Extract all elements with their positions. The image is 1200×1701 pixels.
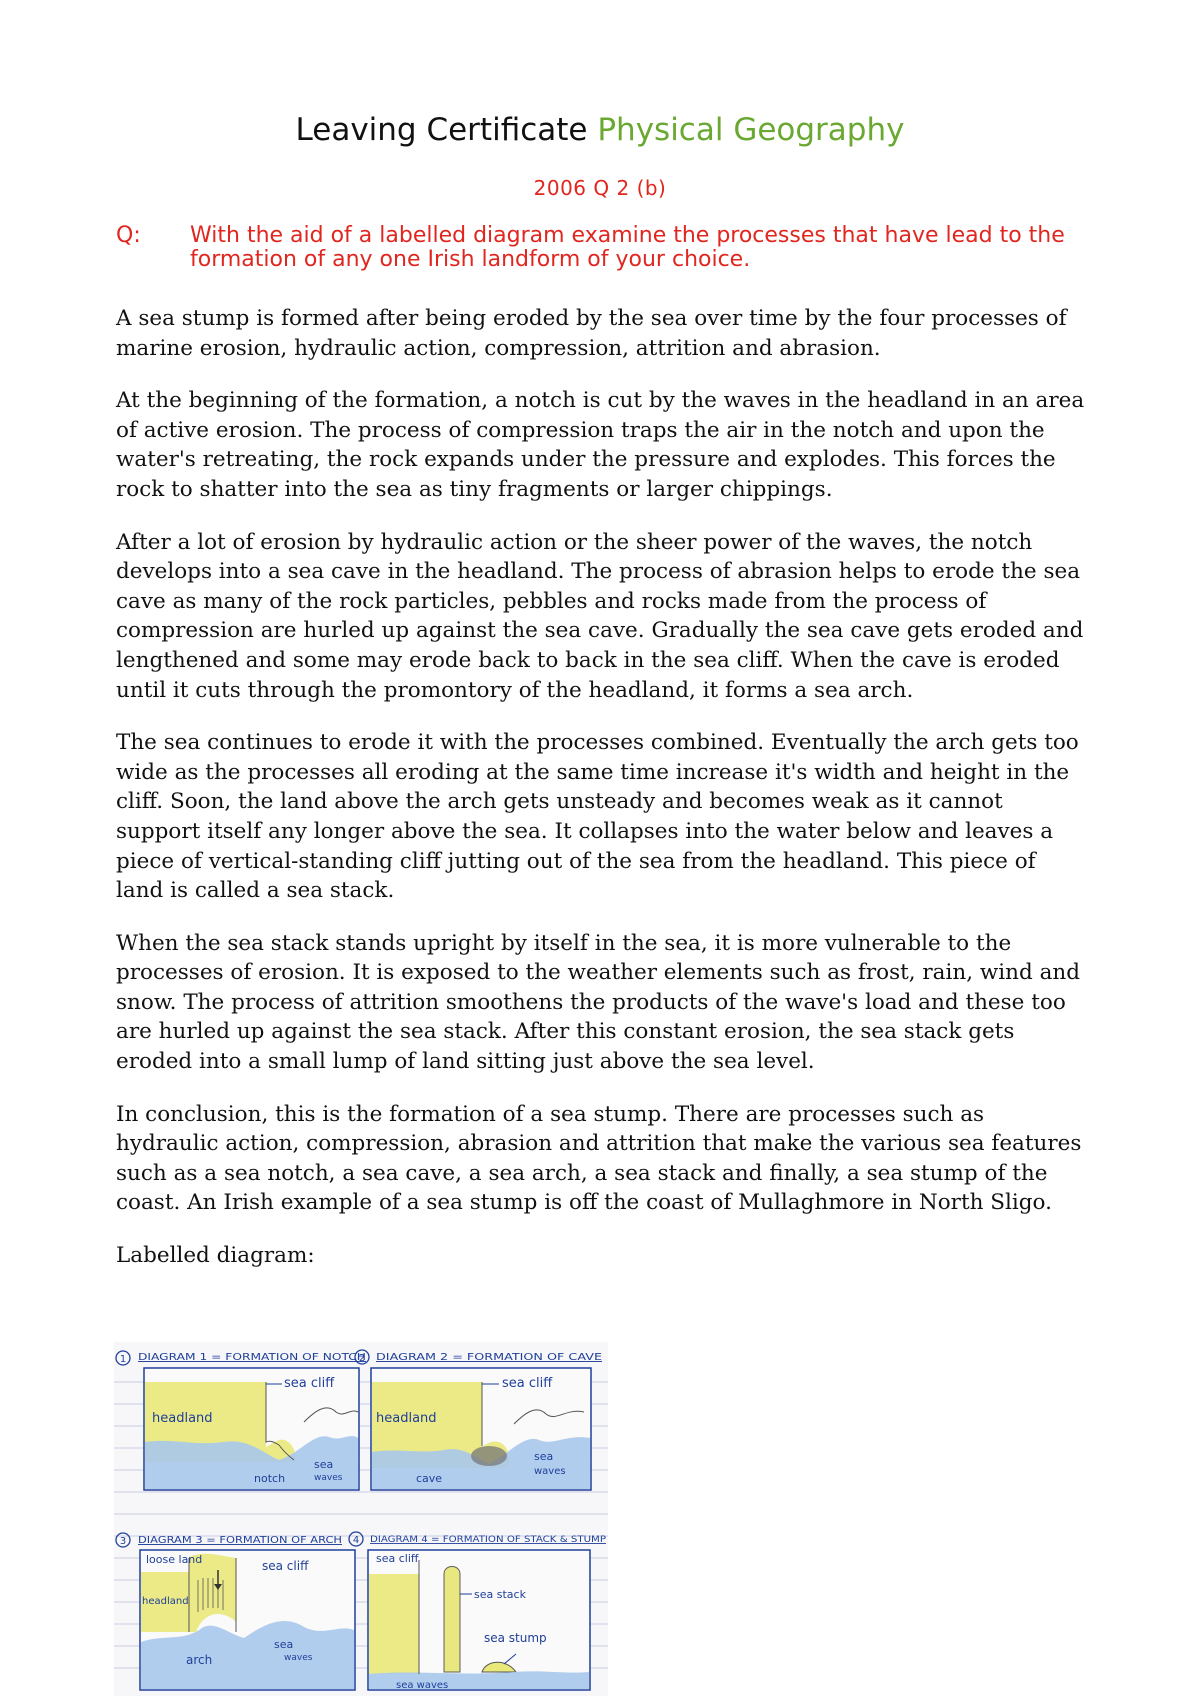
paragraph-intro: A sea stump is formed after being eroded by the sea over time by the four processes of marine erosion, hydraulic action, compression, attrition and abrasion. [116, 306, 1067, 361]
panel-2-waves-label-1: sea [534, 1450, 554, 1463]
question-reference: 2006 Q 2 (b) [533, 176, 667, 200]
panel-4-cliff-label: sea cliff [376, 1552, 419, 1565]
panel-notch [116, 1351, 366, 1490]
panel-1-cliff-label: sea cliff [284, 1376, 335, 1391]
panel-1-waves-label-1: sea [314, 1458, 334, 1471]
panel-cave [355, 1350, 602, 1490]
paragraph-stump: When the sea stack stands upright by itself in the sea, it is more vulnerable to the processes of erosion. It is exposed to the weather elements such as frost, rain, wind and snow. The process of attrition smoothens the products of the wave's load and these too are hurled up against the sea stack. After this constant erosion, the sea stack gets eroded into a small lump of land sitting just above the sea level. [116, 930, 1081, 1075]
diagram-svg [114, 1342, 608, 1696]
labelled-diagram [114, 1342, 608, 1696]
panel-1-waves-label-2: waves [314, 1473, 343, 1483]
answer-body [116, 304, 1086, 1294]
paragraph-conclusion: In conclusion, this is the formation of a sea stump. There are processes such as hydraulic action, compression, abrasion and attrition that make the various sea features such as a sea notch, a sea cave, a sea arch, a sea stack and finally, a sea stump of the coast. An Irish example of a sea stump is off the coast of Mullaghmore in North Sligo. [116, 1101, 1082, 1216]
panel-3-number: 3 [119, 1536, 127, 1547]
question-text: With the aid of a labelled diagram examine the processes that have lead to the formation of any one Irish landform of your choice. [190, 223, 1065, 272]
panel-arch [116, 1533, 355, 1690]
panel-3-loose-label: loose land [146, 1553, 203, 1566]
panel-4-number: 4 [352, 1535, 360, 1546]
panel-1-number: 1 [119, 1354, 127, 1365]
panel-1-headland-label: headland [152, 1411, 213, 1426]
diagram-caption: Labelled diagram: [116, 1243, 315, 1269]
panel-2-heading: DIAGRAM 2 = FORMATION OF CAVE [376, 1352, 602, 1363]
panel-3-waves-label-2: waves [284, 1653, 313, 1663]
title-part-1: Leaving Certificate [295, 112, 588, 148]
panel-4-stack-label: sea stack [474, 1588, 526, 1601]
paragraph-cave-arch: After a lot of erosion by hydraulic action or the sheer power of the waves, the notch develops into a sea cave in the headland. The process of abrasion helps to erode the sea cave as many of the rock particles, pebbles and rocks made from the process of compression are hurled up against the sea cave. Gradually the sea cave gets eroded and lengthened and some may erode back to back in the sea cliff. When the cave is eroded until it cuts through the promontory of the headland, it forms a sea arch. [116, 529, 1084, 703]
paragraph-notch: At the beginning of the formation, a notch is cut by the waves in the headland in an area of active erosion. The process of compression traps the air in the notch and upon the water's retreating, the rock expands under the pressure and explodes. This forces the rock to shatter into the sea as tiny fragments or larger chippings. [116, 388, 1085, 502]
question-label: Q: [116, 223, 141, 248]
panel-4-heading: DIAGRAM 4 = FORMATION OF STACK & STUMP [370, 1535, 607, 1545]
panel-2-cliff-label: sea cliff [502, 1376, 553, 1391]
panel-2-number: 2 [358, 1353, 366, 1364]
panel-2-feature-label: cave [416, 1472, 443, 1485]
panel-3-waves-label-1: sea [274, 1638, 294, 1651]
paragraph-stack: The sea continues to erode it with the processes combined. Eventually the arch gets too wide as the processes all eroding at the same time increase it's width and height in the cliff. Soon, the land above the arch gets unsteady and becomes weak as it cannot support itself any longer above the sea. It collapses into the water below and leaves a piece of vertical-standing cliff jutting out of the sea from the headland. This piece of land is called a sea stack. [116, 730, 1079, 904]
panel-2-waves-label-2: waves [534, 1466, 566, 1477]
panel-2-headland-label: headland [376, 1411, 437, 1426]
page-title [0, 112, 1200, 148]
title-part-2: Physical Geography [597, 112, 905, 148]
panel-3-feature-label: arch [186, 1653, 213, 1667]
panel-stack-stump [349, 1532, 607, 1691]
panel-4-stump-label: sea stump [484, 1631, 547, 1645]
panel-3-cliff-label: sea cliff [262, 1559, 309, 1573]
panel-4-waves-label: sea waves [396, 1680, 449, 1691]
panel-3-heading: DIAGRAM 3 = FORMATION OF ARCH [138, 1535, 342, 1546]
panel-1-feature-label: notch [254, 1472, 286, 1485]
panel-1-heading: DIAGRAM 1 = FORMATION OF NOTCH [138, 1352, 366, 1363]
panel-3-headland-label: headland [142, 1596, 189, 1607]
